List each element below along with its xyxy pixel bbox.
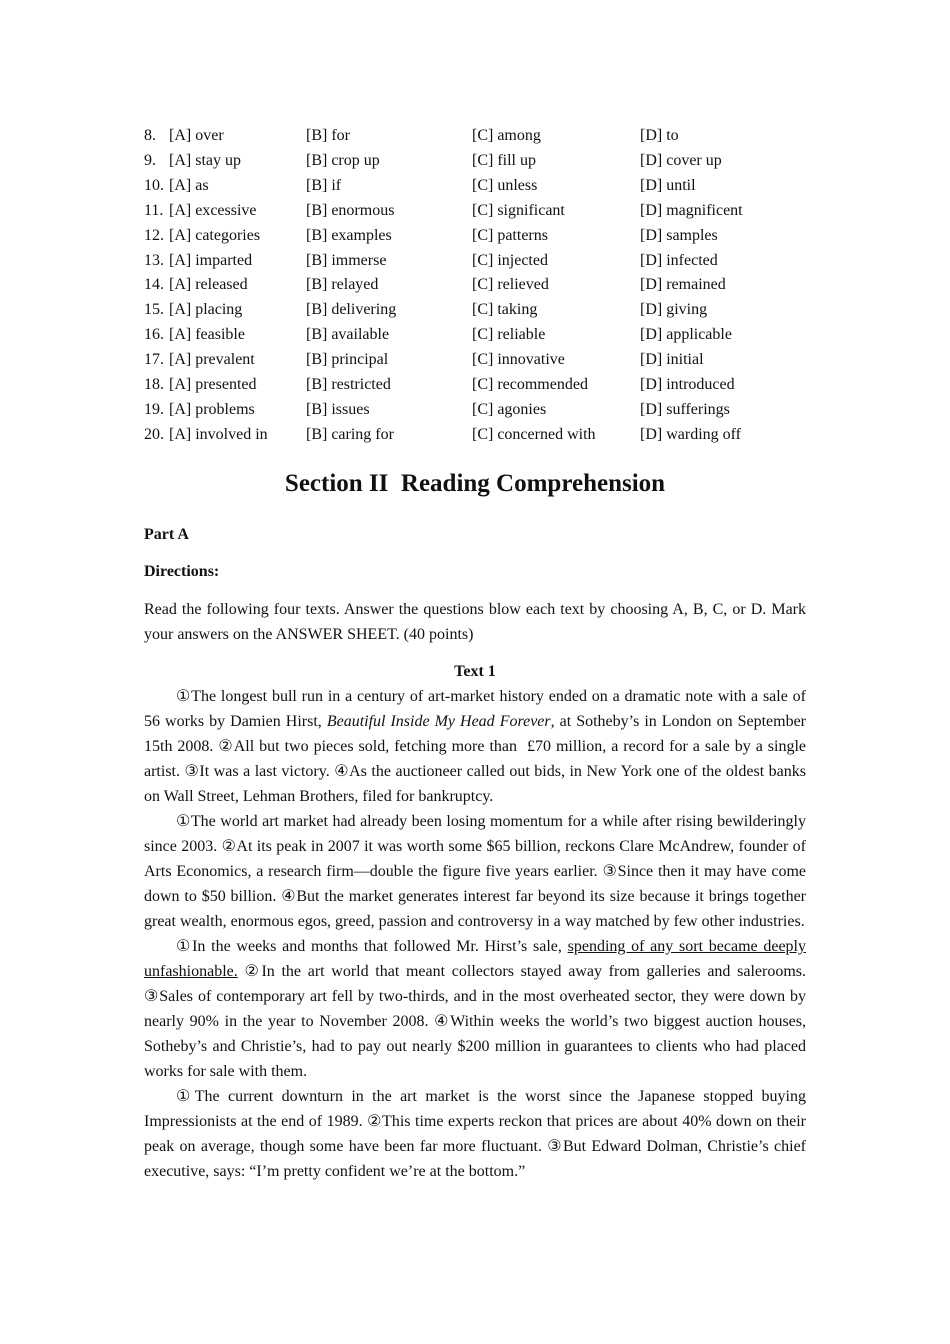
option-b: [B] examples (306, 226, 392, 244)
option-c: [C] reliable (472, 326, 546, 344)
paragraph-4: ①The current downturn in the art market is the worst since the Japanese stopped buying Impressionists at the end of 1989. ②This time experts reckon that prices are about 40% down on their peak on average, though some have been far more fluctuant. ③But Edward Dolman, Christie’s chief executive, says: “I’m pretty confident we’re at the bottom.” (144, 1087, 806, 1180)
paragraph-2: ①The world art market had already been losing momentum for a while after rising bewilderingly since 2003. ②At its peak in 2007 it was worth some $65 billion, reckons Clare McAndrew, founder of Arts Economics, a research firm—double the figure five years earlier. ③Since then it may have come down to $50 billion. ④But the market generates interest far beyond its size because it brings together great wealth, enormous egos, greed, passion and controversy in a way matched by few other industries. (144, 812, 806, 930)
question-number: 17. (144, 351, 164, 369)
option-row (144, 348, 806, 373)
option-a: [A] stay up (169, 151, 241, 169)
option-b: [B] immerse (306, 251, 387, 269)
paragraph-3-rest: ②In the art world that meant collectors stayed away from galleries and salerooms. ③Sales of contemporary art fell by two-thirds, and in the most overheated sector, they were down by nearly 90% in the year to November 2008. ④Within weeks the world’s two biggest auction houses, Sotheby’s and Christie’s, had to pay out nearly $200 million in guarantees to clients who had placed works for sale with them. (144, 962, 806, 1080)
artwork-title: Beautiful Inside My Head Forever (326, 712, 551, 730)
option-c: [C] relieved (472, 276, 549, 294)
option-d: [D] giving (640, 301, 708, 319)
question-number: 16. (144, 326, 164, 344)
section-title: Section II Reading Comprehension (284, 469, 666, 497)
option-a: [A] released (169, 276, 248, 294)
answer-options-list (144, 124, 806, 448)
option-d: [D] applicable (640, 326, 732, 344)
option-c: [C] recommended (472, 376, 588, 394)
question-number: 18. (144, 376, 164, 394)
option-d: [D] sufferings (640, 400, 730, 418)
option-a: [A] excessive (169, 201, 257, 219)
option-d: [D] initial (640, 351, 704, 369)
option-row (144, 423, 806, 448)
option-b: [B] principal (306, 351, 389, 369)
option-a: [A] presented (169, 376, 257, 394)
option-b: [B] if (306, 176, 342, 194)
part-label: Part A (144, 525, 189, 543)
question-number: 14. (144, 276, 164, 294)
option-a: [A] feasible (169, 326, 245, 344)
question-number: 15. (144, 301, 164, 319)
option-d: [D] remained (640, 276, 726, 294)
question-number: 10. (144, 176, 164, 194)
option-b: [B] enormous (306, 201, 395, 219)
option-c: [C] fill up (472, 151, 536, 169)
option-d: [D] until (640, 176, 696, 194)
option-row (144, 323, 806, 348)
option-c: [C] concerned with (472, 425, 596, 443)
underlined-sentence: spending of any sort became deeply unfashionable. (144, 937, 806, 980)
option-row (144, 249, 806, 274)
directions-label: Directions: (144, 562, 220, 580)
directions-text: Read the following four texts. Answer the questions blow each text by choosing A, B, C, or D. Mark your answers on the ANSWER SHEET. (40 points) (144, 600, 806, 643)
option-a: [A] imparted (169, 251, 253, 269)
question-number: 11. (144, 201, 164, 219)
question-number: 8. (144, 127, 156, 144)
option-b: [B] issues (306, 400, 370, 418)
question-number: 20. (144, 425, 164, 443)
option-d: [D] warding off (640, 425, 742, 443)
option-row (144, 174, 806, 199)
question-number: 13. (144, 251, 164, 269)
option-row (144, 298, 806, 323)
option-b: [B] caring for (306, 425, 394, 443)
paragraph-3-start: ①In the weeks and months that followed Mr. Hirst’s sale, (176, 937, 568, 955)
option-b: [B] crop up (306, 151, 380, 169)
option-c: [C] agonies (472, 400, 547, 418)
option-a: [A] problems (169, 400, 255, 418)
option-d: [D] introduced (640, 376, 735, 394)
option-a: [A] categories (169, 226, 261, 244)
option-c: [C] significant (472, 201, 565, 219)
option-c: [C] innovative (472, 351, 565, 369)
option-b: [B] available (306, 326, 390, 344)
option-d: [D] infected (640, 251, 718, 269)
document-page (144, 124, 806, 1184)
option-b: [B] restricted (306, 376, 391, 394)
option-row (144, 373, 806, 398)
option-a: [A] as (169, 176, 209, 194)
paragraph-1-rest: , at Sotheby’s in London on September 15th 2008. ②All but two pieces sold, fetching more than £70 million, a record for a sale by a single artist. ③It was a last victory. ④As the auctioneer called out bids, in New York one of the oldest banks on Wall Street, Lehman Brothers, filed for bankruptcy. (144, 712, 807, 805)
option-row (144, 398, 806, 423)
paragraph-1 (144, 684, 806, 809)
option-d: [D] cover up (640, 151, 722, 169)
option-d: [D] magnificent (640, 201, 743, 219)
question-number: 12. (144, 226, 164, 244)
option-b: [B] delivering (306, 301, 397, 319)
option-row (144, 199, 806, 224)
option-c: [C] patterns (472, 226, 548, 244)
option-d: [D] to (640, 127, 679, 144)
option-b: [B] relayed (306, 276, 379, 294)
option-row (144, 124, 806, 149)
option-c: [C] among (472, 127, 541, 144)
option-a: [A] prevalent (169, 351, 255, 369)
option-a: [A] involved in (169, 425, 268, 443)
paragraph-3 (144, 934, 806, 1084)
question-number: 19. (144, 400, 164, 418)
option-a: [A] over (169, 127, 224, 144)
option-row (144, 149, 806, 174)
option-c: [C] unless (472, 176, 538, 194)
option-row (144, 224, 806, 249)
option-d: [D] samples (640, 226, 718, 244)
option-b: [B] for (306, 127, 350, 144)
option-c: [C] injected (472, 251, 548, 269)
paragraph-1-start: ①The longest bull run in a century of art-market history ended on a dramatic note with a sale of 56 works by Damien Hirst, (144, 687, 806, 730)
text-title: Text 1 (454, 662, 496, 680)
question-number: 9. (144, 151, 156, 169)
option-c: [C] taking (472, 301, 538, 319)
option-row (144, 273, 806, 298)
option-a: [A] placing (169, 301, 243, 319)
